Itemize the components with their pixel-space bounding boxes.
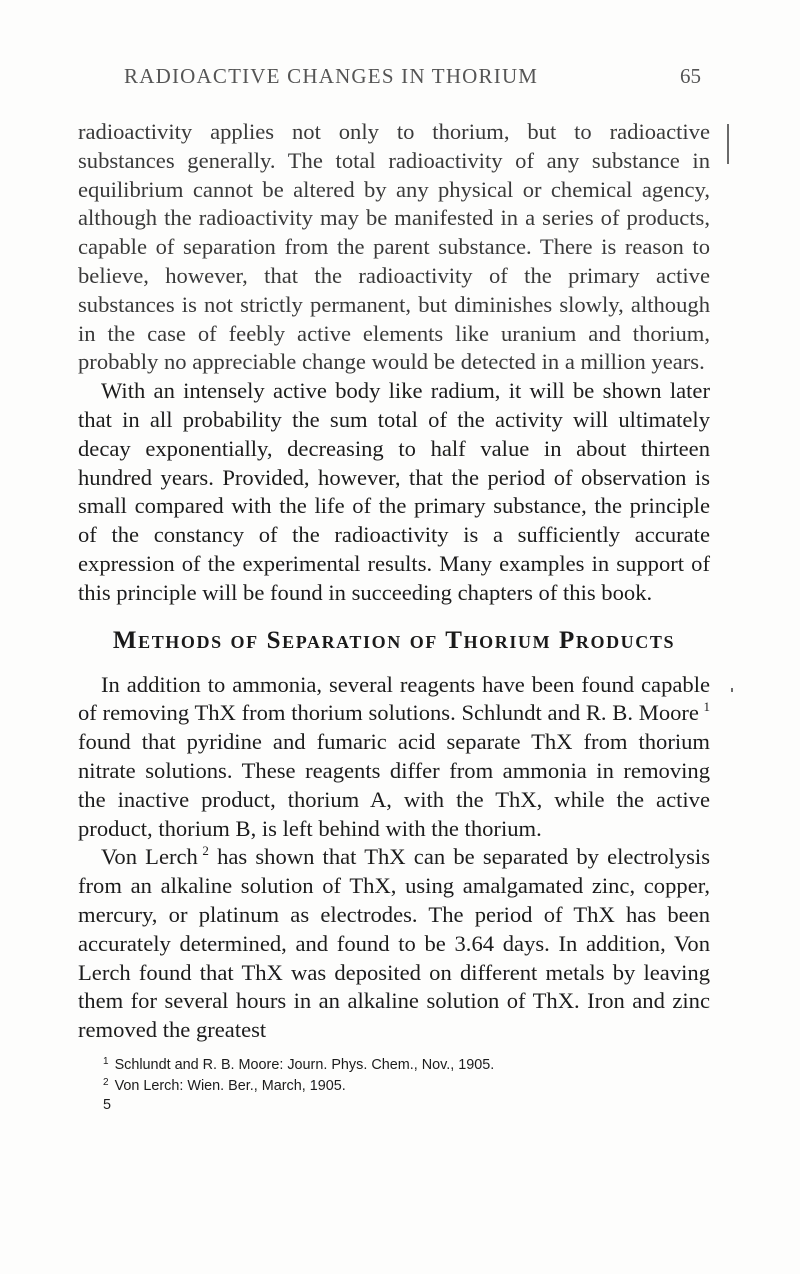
paragraph-von-lerch-text-a: Von Lerch — [101, 844, 198, 870]
paragraph-von-lerch — [78, 843, 710, 1045]
footnotes — [78, 1053, 710, 1095]
running-header — [0, 64, 800, 94]
footnote-text: Schlundt and R. B. Moore: Journ. Phys. Chem., Nov., 1905. — [114, 1056, 495, 1073]
footnote-mark: 2 — [103, 1076, 109, 1088]
margin-speck — [731, 688, 733, 692]
page-number: 65 — [680, 64, 701, 88]
paragraph-continuation: radioactivity applies not only to thorium, but to radioactive substances generally. The total radioactivity of any substance in equilibrium cannot be altered by any physical or chemical agency, although the radioactivity may be manifested in a series of products, capable of separation from the parent substance. There is reason to believe, however, that the radioactivity of the primary active substances is not strictly permanent, but diminishes slowly, although in the case of feebly active elements like uranium and thorium, probably no appreciable change would be detected in a million years. — [78, 119, 710, 375]
paragraph-reagents-text-b: found that pyridine and fumaric acid separate ThX from thorium nitrate solutions. These reagents differ from ammonia in removing the inactive product, thorium A, with the ThX, while the active product, thorium B, is left behind with the thorium. — [78, 729, 710, 841]
paragraph-radium: With an intensely active body like radium, it will be shown later that in all probability the sum total of the activity will ultimately decay exponentially, decreasing to half value in about thirteen hundred years. Provided, however, that the period of observation is small compared with the life of the primary substance, the principle of the constancy of the radioactivity is a sufficiently accurate expression of the experimental results. Many examples in support of this principle will be found in succeeding chapters of this book. — [78, 378, 710, 605]
running-title: RADIOACTIVE CHANGES IN THORIUM — [124, 64, 539, 88]
section-heading: Methods of Separation of Thorium Products — [112, 626, 676, 654]
signature-mark: 5 — [103, 1096, 112, 1113]
paragraph-reagents-text-a: In addition to ammonia, several reagents have been found capable of removing ThX from thorium solutions. Schlundt and R. B. Moore — [78, 671, 710, 726]
paragraph-von-lerch-text-b: has shown that ThX can be separated by electrolysis from an alkaline solution of ThX, using amalgamated zinc, copper, mercury, or platinum as electrodes. The period of ThX has been accurately determined, and found to be 3.64 days. In addition, Von Lerch found that ThX was deposited on different metals by leaving them for several hours in an alkaline solution of ThX. Iron and zinc removed the greatest — [78, 844, 710, 1043]
footnote-text: Von Lerch: Wien. Ber., March, 1905. — [114, 1077, 346, 1094]
footnote-ref-2: 2 — [202, 843, 209, 859]
paragraph-reagents — [78, 671, 710, 844]
footnote-1 — [103, 1053, 710, 1074]
footnote-2 — [103, 1074, 710, 1095]
margin-mark — [727, 124, 729, 164]
body-text — [78, 118, 710, 1114]
footnote-mark: 1 — [103, 1055, 109, 1067]
footnote-ref-1: 1 — [703, 699, 710, 715]
